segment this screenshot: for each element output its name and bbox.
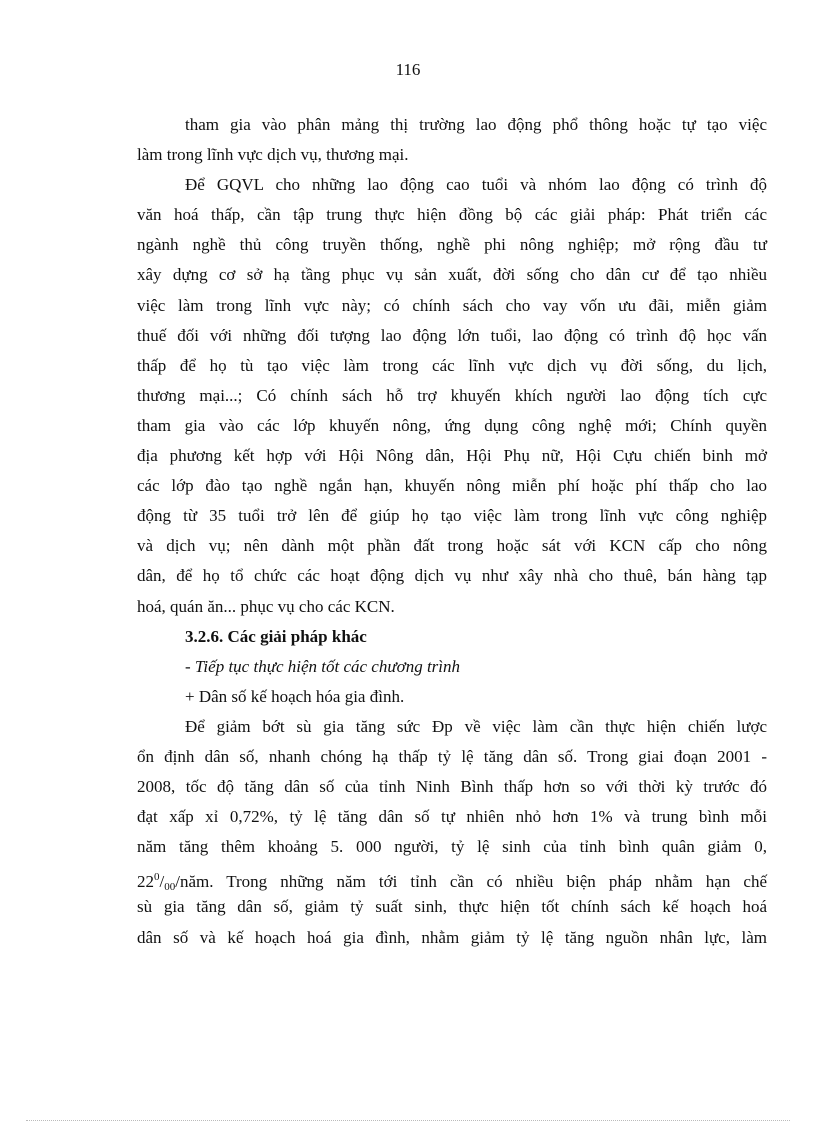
- text-line-rate: [137, 862, 767, 892]
- page-number: 116: [395, 60, 421, 79]
- text-line: đạt xấp xỉ 0,72%, tỷ lệ tăng dân số tự nhiên nhỏ hơn 1% và trung bình mỗi: [137, 807, 767, 827]
- text-line: thuế đối với những đối tượng lao động lớn tuổi, lao động có trình độ học vấn: [137, 325, 767, 345]
- rate-sep: /: [159, 872, 165, 892]
- text-line: tham gia vào các lớp khuyến nông, ứng dụng công nghệ mới; Chính quyền: [137, 415, 767, 435]
- text-line: dân số và kế hoạch hoá gia đình, nhằm giảm tỷ lệ tăng nguồn nhân lực, làm: [137, 927, 767, 947]
- text-line: xây dựng cơ sở hạ tầng phục vụ sản xuất, đời sống cho dân cư để tạo nhiều: [137, 265, 767, 285]
- paragraph-block: [137, 712, 767, 862]
- section-heading: 3.2.6. Các giải pháp khác: [185, 626, 367, 646]
- text-line: 2008, tốc độ tăng dân số của tỉnh Ninh Bình thấp hơn so với thời kỳ trước đó: [137, 777, 767, 797]
- text-line: sù gia tăng dân số, giảm tỷ suất sinh, thực hiện tốt chính sách kế hoạch hoá: [137, 897, 767, 917]
- text-line: các lớp đào tạo nghề ngắn hạn, khuyến nông miễn phí hoặc phí thấp cho lao: [137, 476, 767, 496]
- document-body: [137, 110, 767, 953]
- text-line: ổn định dân số, nhanh chóng hạ thấp tỷ lệ tăng dân số. Trong giai đoạn 2001 -: [137, 746, 767, 766]
- rate-sub: 00: [164, 881, 176, 894]
- text-line: ngành nghề thủ công truyền thống, nghề phi nông nghiệp; mở rộng đầu tư: [137, 235, 767, 255]
- sub-item: - Tiếp tục thực hiện tốt các chương trình: [185, 656, 461, 676]
- text-line: Để GQVL cho những lao động cao tuổi và nhóm lao động có trình độ: [185, 175, 767, 195]
- text-line: tham gia vào phân mảng thị trường lao động phổ thông hoặc tự tạo việc: [185, 115, 767, 134]
- text-line: năm tăng thêm khoảng 5. 000 người, tỷ lệ sinh của tỉnh bình quân giảm 0,: [137, 837, 767, 857]
- text-line: dân, để họ tổ chức các hoạt động dịch vụ như xây nhà cho thuê, bán hàng tạp: [137, 566, 767, 586]
- text-line: hoá, quán ăn... phục vụ cho các KCN.: [137, 596, 395, 616]
- page-bottom-border: [26, 1120, 790, 1121]
- text-line: thương mại...; Có chính sách hỗ trợ khuyến khích người lao động tích cực: [137, 385, 767, 405]
- text-line: làm trong lĩnh vực dịch vụ, thương mại.: [137, 145, 409, 165]
- text-line: và dịch vụ; nên dành một phần đất trong hoặc sát với KCN cấp cho nông: [137, 536, 767, 556]
- sub-sub-item: + Dân số kế hoạch hóa gia đình.: [185, 686, 405, 706]
- paragraph-block: [137, 110, 767, 622]
- text-line: việc làm trong lĩnh vực này; có chính sách cho vay vốn ưu đãi, miễn giảm: [137, 295, 767, 315]
- text-line: địa phương kết hợp với Hội Nông dân, Hội Phụ nữ, Hội Cựu chiến binh mở: [137, 446, 767, 466]
- text-line: thấp để họ tù tạo việc làm trong các lĩnh vực dịch vụ đời sống, du lịch,: [137, 355, 767, 375]
- paragraph-block: [137, 892, 767, 952]
- rate-value: 22: [137, 872, 154, 892]
- rate-rest: /năm. Trong những năm tới tỉnh cần có nhiều biện pháp nhằm hạn chế: [175, 872, 767, 892]
- rate-sup: 0: [154, 871, 160, 884]
- text-line: văn hoá thấp, cần tập trung thực hiện đồng bộ các giải pháp: Phát triển các: [137, 205, 767, 225]
- text-line: động từ 35 tuổi trở lên để giúp họ tạo việc làm trong lĩnh vực công nghiệp: [137, 506, 767, 526]
- text-line: Để giảm bớt sù gia tăng sức Ðp về việc làm cần thực hiện chiến lược: [185, 716, 767, 736]
